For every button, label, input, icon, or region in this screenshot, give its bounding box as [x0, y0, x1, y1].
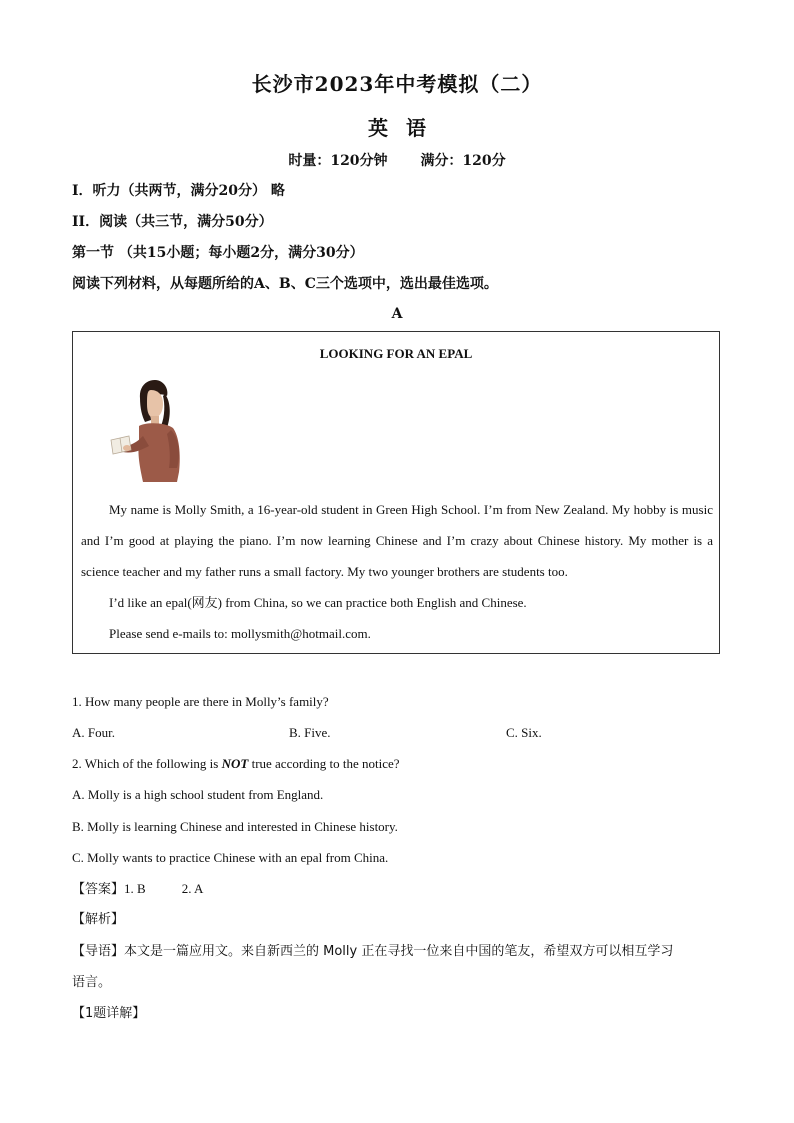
notice-body	[81, 494, 713, 649]
question-1-options	[72, 723, 722, 743]
notice-title: LOOKING FOR AN EPAL	[319, 346, 473, 361]
exam-time: 时量：120分钟	[288, 153, 388, 169]
notice-box	[72, 331, 720, 654]
q1-option-a: A. Four.	[72, 725, 115, 740]
q2-text-post: true according to the notice?	[248, 756, 400, 771]
notice-paragraph-2: I’d like an epal(网友) from China, so we can practice both English and Chinese.	[109, 595, 527, 610]
q2-option-c: C. Molly wants to practice Chinese with an epal from China.	[72, 850, 389, 865]
q1-option-b: B. Five.	[289, 725, 331, 740]
question-1: 1. How many people are there in Molly’s family?	[72, 694, 329, 709]
answer-line	[72, 879, 203, 900]
section-part-one: 第一节 （共15小题；每小题2分，满分30分）	[72, 245, 364, 261]
exam-meta	[0, 150, 794, 170]
guide-line-2: 语言。	[72, 975, 112, 990]
section-reading: II．阅读（共三节，满分50分）	[72, 214, 273, 230]
q1-option-c: C. Six.	[506, 725, 542, 740]
passage-letter: A	[391, 306, 403, 322]
answer-1: 1. B	[124, 881, 146, 896]
section-listening: I．听力（共两节，满分20分） 略	[72, 183, 285, 199]
exam-score: 满分：120分	[420, 153, 506, 169]
woman-reading-photo	[109, 376, 195, 484]
answer-2: 2. A	[181, 881, 204, 896]
analysis-label: 【解析】	[72, 912, 125, 927]
answer-label: 【答案】	[72, 882, 125, 897]
q2-option-a: A. Molly is a high school student from England.	[72, 787, 324, 802]
notice-paragraph-3: Please send e-mails to: mollysmith@hotmail.com.	[109, 626, 371, 641]
exam-subject: 英语	[368, 116, 444, 140]
exam-title: 长沙市2023年中考模拟（二）	[251, 72, 543, 96]
q2-option-b: B. Molly is learning Chinese and interested in Chinese history.	[72, 819, 398, 834]
detail-label: 【1题详解】	[72, 1006, 146, 1021]
question-2	[72, 754, 400, 774]
q2-emphasis: NOT	[221, 756, 249, 771]
guide-line-1: 【导语】本文是一篇应用文。来自新西兰的 Molly 正在寻找一位来自中国的笔友，希望双方可以相互学习	[72, 944, 674, 959]
q2-text-pre: 2. Which of the following is	[72, 756, 222, 771]
notice-paragraph-1: My name is Molly Smith, a 16-year-old student in Green High School. I’m from New Zealand. My hobby is music and I’m good at playing the piano. I’m now learning Chinese and I’m crazy about Chinese history. My mother is a science teacher and my father runs a small factory. My two younger brothers are students too.	[81, 502, 713, 579]
reading-instruction: 阅读下列材料，从每题所给的A、B、C三个选项中，选出最佳选项。	[72, 276, 498, 292]
